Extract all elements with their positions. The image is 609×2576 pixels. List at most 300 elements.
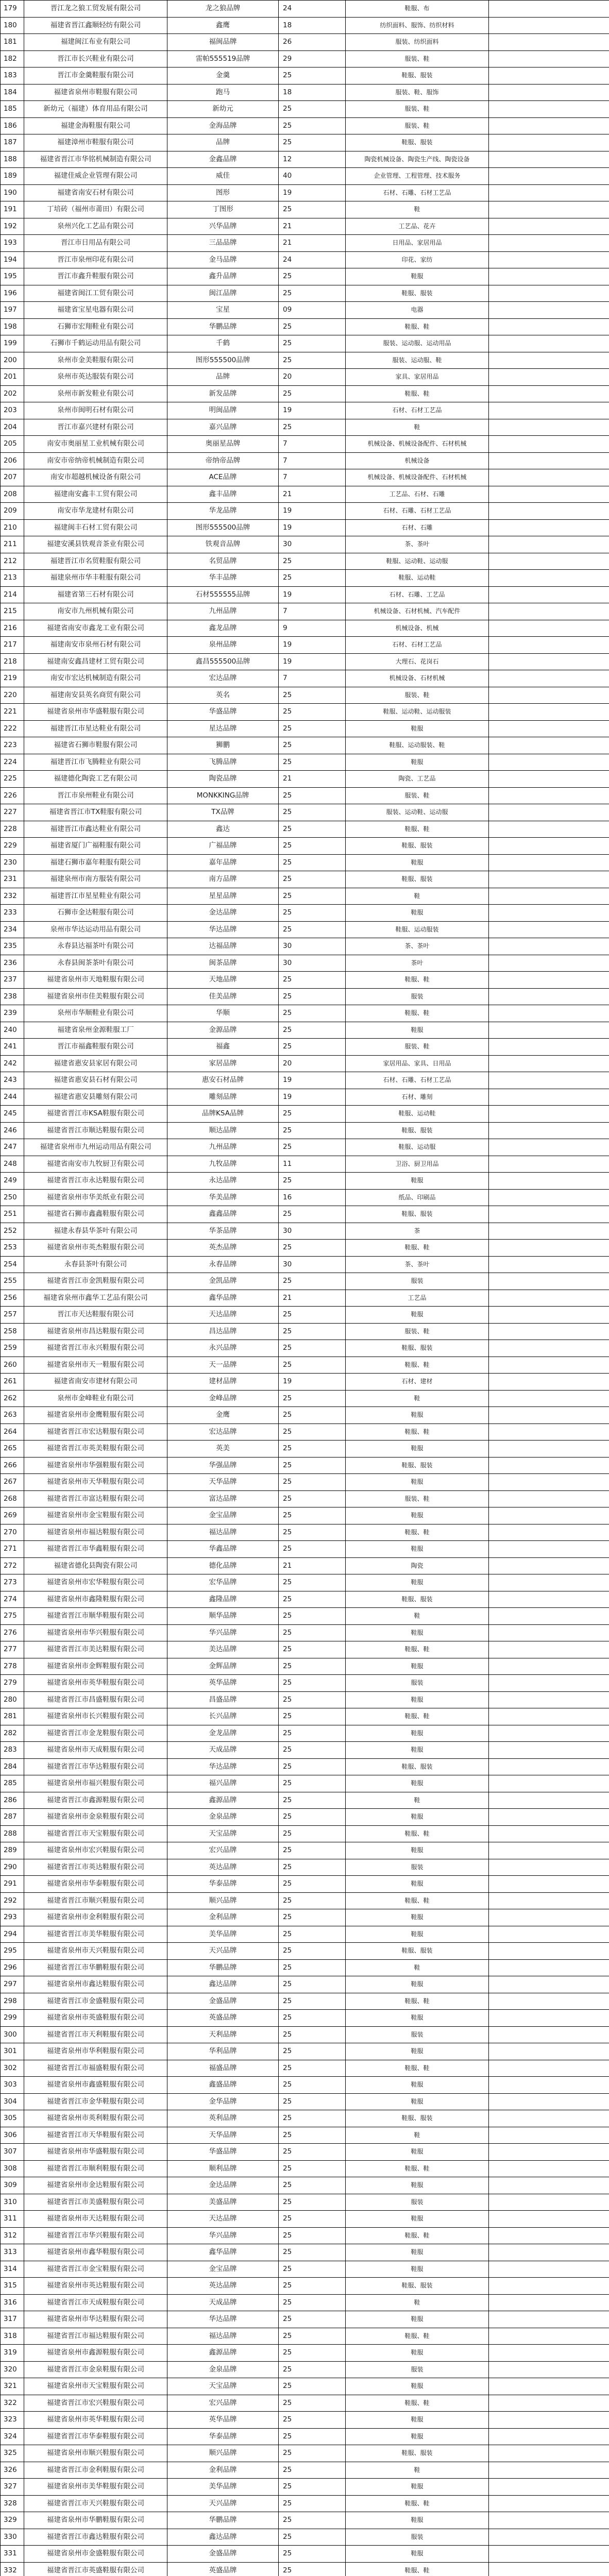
products-cell: 鞋服 xyxy=(346,2428,489,2445)
row-number: 206 xyxy=(1,452,24,469)
row-number: 223 xyxy=(1,737,24,754)
table-row xyxy=(1,2026,609,2043)
row-number: 205 xyxy=(1,436,24,453)
company-name-cell: 福建省泉州市宏兴鞋服有限公司 xyxy=(24,1842,167,1859)
products-cell: 石材、石雕、石材工艺品 xyxy=(346,1072,489,1089)
products-cell: 鞋服 xyxy=(346,720,489,737)
row-number: 306 xyxy=(1,2127,24,2144)
table-row xyxy=(1,1993,609,2010)
products-cell: 石材、石材工艺品 xyxy=(346,637,489,654)
row-number: 208 xyxy=(1,486,24,503)
class-number-cell: 25 xyxy=(279,2529,346,2546)
products-cell: 服装 xyxy=(346,1273,489,1290)
row-number: 268 xyxy=(1,1490,24,1507)
row-number: 220 xyxy=(1,687,24,704)
row-number: 319 xyxy=(1,2345,24,2362)
company-name-cell: 福建省晋江市金泉鞋服有限公司 xyxy=(24,2361,167,2378)
empty-cell xyxy=(489,1541,609,1558)
row-number: 304 xyxy=(1,2093,24,2110)
brand-name-cell: 金盛品牌 xyxy=(167,2546,279,2563)
table-row xyxy=(1,151,609,168)
empty-cell xyxy=(489,2060,609,2077)
company-name-cell: 福建省泉州市鞋服有限公司 xyxy=(24,84,167,101)
row-number: 224 xyxy=(1,754,24,771)
company-name-cell: 泉州市金美鞋服有限公司 xyxy=(24,352,167,369)
class-number-cell: 25 xyxy=(279,1307,346,1324)
brand-name-cell: 石材555555品牌 xyxy=(167,586,279,603)
products-cell: 鞋服、运动鞋、运动服装 xyxy=(346,704,489,721)
row-number: 329 xyxy=(1,2512,24,2529)
products-cell: 鞋服 xyxy=(346,1658,489,1675)
row-number: 244 xyxy=(1,1089,24,1106)
products-cell: 鞋服、布 xyxy=(346,1,489,18)
table-row xyxy=(1,2077,609,2094)
company-name-cell: 晋江市长兴鞋业有限公司 xyxy=(24,50,167,67)
table-row xyxy=(1,2127,609,2144)
brand-name-cell: 泉州品牌 xyxy=(167,637,279,654)
class-number-cell: 25 xyxy=(279,2361,346,2378)
table-row xyxy=(1,787,609,804)
row-number: 256 xyxy=(1,1290,24,1307)
company-name-cell: 晋江市嘉兴建材有限公司 xyxy=(24,419,167,436)
table-row xyxy=(1,2562,609,2576)
products-cell: 鞋服 xyxy=(346,1976,489,1993)
row-number: 263 xyxy=(1,1407,24,1424)
row-number: 314 xyxy=(1,2261,24,2278)
table-row xyxy=(1,737,609,754)
row-number: 201 xyxy=(1,369,24,386)
brand-name-cell: 天成品牌 xyxy=(167,2294,279,2311)
company-name-cell: 福建省晋江市华达鞋服有限公司 xyxy=(24,1758,167,1775)
table-row xyxy=(1,1574,609,1591)
empty-cell xyxy=(489,1624,609,1641)
brand-name-cell: 金盛品牌 xyxy=(167,1993,279,2010)
empty-cell xyxy=(489,2227,609,2244)
company-name-cell: 福建闽丰石材工贸有限公司 xyxy=(24,519,167,536)
table-row xyxy=(1,168,609,185)
class-number-cell: 7 xyxy=(279,603,346,620)
table-row xyxy=(1,1139,609,1156)
empty-cell xyxy=(489,653,609,670)
empty-cell xyxy=(489,1423,609,1440)
empty-cell xyxy=(489,486,609,503)
empty-cell xyxy=(489,1524,609,1541)
row-number: 207 xyxy=(1,469,24,486)
table-row xyxy=(1,235,609,252)
row-number: 325 xyxy=(1,2445,24,2462)
row-number: 262 xyxy=(1,1390,24,1407)
company-name-cell: 福建漳州市鞋服有限公司 xyxy=(24,134,167,151)
empty-cell xyxy=(489,771,609,788)
empty-cell xyxy=(489,972,609,989)
empty-cell xyxy=(489,2043,609,2060)
empty-cell xyxy=(489,536,609,553)
products-cell: 机械设备 xyxy=(346,452,489,469)
brand-name-cell: 顺利品牌 xyxy=(167,2160,279,2177)
brand-name-cell: 星星品牌 xyxy=(167,888,279,905)
brand-name-cell: 丁图形 xyxy=(167,201,279,218)
brand-name-cell: 金达品牌 xyxy=(167,905,279,922)
company-name-cell: 福建省泉州市鑫源鞋服有限公司 xyxy=(24,2345,167,2362)
table-row xyxy=(1,871,609,888)
row-number: 283 xyxy=(1,1742,24,1759)
brand-name-cell: 金鹰 xyxy=(167,1407,279,1424)
class-number-cell: 25 xyxy=(279,921,346,938)
table-row xyxy=(1,1173,609,1190)
empty-cell xyxy=(489,268,609,285)
class-number-cell: 25 xyxy=(279,134,346,151)
company-name-cell: 福建南安县英名商贸有限公司 xyxy=(24,687,167,704)
products-cell: 鞋服 xyxy=(346,1775,489,1792)
products-cell: 工艺品、石材、石雕 xyxy=(346,486,489,503)
brand-name-cell: 鑫达品牌 xyxy=(167,1976,279,1993)
table-row xyxy=(1,586,609,603)
empty-cell xyxy=(489,2328,609,2345)
class-number-cell: 25 xyxy=(279,1490,346,1507)
class-number-cell: 19 xyxy=(279,1072,346,1089)
class-number-cell: 21 xyxy=(279,1290,346,1307)
row-number: 191 xyxy=(1,201,24,218)
row-number: 187 xyxy=(1,134,24,151)
table-row xyxy=(1,687,609,704)
row-number: 297 xyxy=(1,1976,24,1993)
table-row xyxy=(1,2328,609,2345)
brand-name-cell: 华强品牌 xyxy=(167,1457,279,1474)
row-number: 311 xyxy=(1,2211,24,2228)
row-number: 214 xyxy=(1,586,24,603)
brand-name-cell: 金峰品牌 xyxy=(167,1390,279,1407)
company-name-cell: 福建省晋江市顺达鞋服有限公司 xyxy=(24,1122,167,1139)
row-number: 182 xyxy=(1,50,24,67)
brand-name-cell: 宏达品牌 xyxy=(167,670,279,687)
row-number: 287 xyxy=(1,1809,24,1826)
class-number-cell: 25 xyxy=(279,1809,346,1826)
row-number: 186 xyxy=(1,117,24,134)
row-number: 227 xyxy=(1,804,24,821)
brand-name-cell: 天达品牌 xyxy=(167,1307,279,1324)
empty-cell xyxy=(489,2562,609,2576)
company-name-cell: 泉州市闽明石材有限公司 xyxy=(24,402,167,419)
class-number-cell: 25 xyxy=(279,2110,346,2127)
brand-name-cell: 九州品牌 xyxy=(167,603,279,620)
products-cell: 石材、石雕 xyxy=(346,519,489,536)
class-number-cell: 25 xyxy=(279,1574,346,1591)
brand-name-cell: 嘉兴品牌 xyxy=(167,419,279,436)
row-number: 210 xyxy=(1,519,24,536)
brand-name-cell: 鑫鹰 xyxy=(167,17,279,34)
empty-cell xyxy=(489,2412,609,2429)
empty-cell xyxy=(489,1842,609,1859)
class-number-cell: 25 xyxy=(279,1106,346,1123)
company-name-cell: 福建省泉州市金鹰鞋服有限公司 xyxy=(24,1407,167,1424)
row-number: 253 xyxy=(1,1240,24,1257)
row-number: 221 xyxy=(1,704,24,721)
company-name-cell: 福建省泉州市英华鞋服有限公司 xyxy=(24,1675,167,1692)
empty-cell xyxy=(489,670,609,687)
products-cell: 服装、鞋 xyxy=(346,101,489,118)
table-row xyxy=(1,2110,609,2127)
row-number: 321 xyxy=(1,2378,24,2395)
products-cell: 石材、石雕、工艺品 xyxy=(346,586,489,603)
products-cell: 鞋服、鞋 xyxy=(346,2395,489,2412)
class-number-cell: 19 xyxy=(279,1374,346,1391)
empty-cell xyxy=(489,804,609,821)
brand-name-cell: 天华品牌 xyxy=(167,1474,279,1491)
class-number-cell: 30 xyxy=(279,1223,346,1240)
company-name-cell: 福建泉州市华丰鞋服有限公司 xyxy=(24,570,167,587)
row-number: 230 xyxy=(1,854,24,871)
products-cell: 鞋服 xyxy=(346,2261,489,2278)
brand-name-cell: 顺华品牌 xyxy=(167,1608,279,1625)
company-name-cell: 福建省泉州市金达鞋服有限公司 xyxy=(24,2177,167,2194)
class-number-cell: 25 xyxy=(279,1758,346,1775)
company-name-cell: 石狮市千鹤运动用品有限公司 xyxy=(24,335,167,352)
table-row xyxy=(1,2361,609,2378)
products-cell: 鞋服 xyxy=(346,2311,489,2328)
empty-cell xyxy=(489,1407,609,1424)
empty-cell xyxy=(489,2345,609,2362)
table-row xyxy=(1,1072,609,1089)
table-row xyxy=(1,1775,609,1792)
company-name-cell: 福建省泉州金源鞋服工厂 xyxy=(24,1022,167,1039)
empty-cell xyxy=(489,452,609,469)
products-cell: 鞋服 xyxy=(346,1624,489,1641)
table-row xyxy=(1,854,609,871)
row-number: 320 xyxy=(1,2361,24,2378)
products-cell: 陶瓷 xyxy=(346,1557,489,1574)
class-number-cell: 25 xyxy=(279,352,346,369)
products-cell: 鞋服、服装 xyxy=(346,1457,489,1474)
company-name-cell: 南安市华龙建材有限公司 xyxy=(24,503,167,520)
company-name-cell: 福建省泉州市鑫华鞋服有限公司 xyxy=(24,2244,167,2261)
row-number: 292 xyxy=(1,1892,24,1909)
products-cell: 卫浴、厨卫用品 xyxy=(346,1156,489,1173)
brand-name-cell: 鑫盛品牌 xyxy=(167,2077,279,2094)
products-cell: 茶叶 xyxy=(346,955,489,972)
row-number: 265 xyxy=(1,1440,24,1458)
company-name-cell: 福建省晋江市顺兴鞋服有限公司 xyxy=(24,1892,167,1909)
row-number: 286 xyxy=(1,1792,24,1809)
table-row xyxy=(1,1039,609,1056)
brand-name-cell: 金泉品牌 xyxy=(167,1809,279,1826)
products-cell: 鞋服 xyxy=(346,2512,489,2529)
empty-cell xyxy=(489,2495,609,2512)
brand-name-cell: 鑫鑫品牌 xyxy=(167,1206,279,1223)
empty-cell xyxy=(489,1122,609,1139)
row-number: 278 xyxy=(1,1658,24,1675)
empty-cell xyxy=(489,2177,609,2194)
empty-cell xyxy=(489,201,609,218)
brand-name-cell: 华达品牌 xyxy=(167,921,279,938)
class-number-cell: 21 xyxy=(279,235,346,252)
brand-name-cell: 陶瓷品牌 xyxy=(167,771,279,788)
table-row xyxy=(1,469,609,486)
class-number-cell: 25 xyxy=(279,1457,346,1474)
table-row xyxy=(1,1357,609,1374)
company-name-cell: 福建省泉州市天成鞋服有限公司 xyxy=(24,1742,167,1759)
company-name-cell: 福建省南安市九牧厨卫有限公司 xyxy=(24,1156,167,1173)
company-name-cell: 福建省晋江市英美鞋服有限公司 xyxy=(24,1440,167,1458)
class-number-cell: 25 xyxy=(279,268,346,285)
empty-cell xyxy=(489,1758,609,1775)
brand-name-cell: 华鹏品牌 xyxy=(167,318,279,335)
row-number: 242 xyxy=(1,1055,24,1072)
company-name-cell: 福建省惠安县雕刻有限公司 xyxy=(24,1089,167,1106)
brand-name-cell: 永达品牌 xyxy=(167,1173,279,1190)
company-name-cell: 南安市奥丽星工业机械有限公司 xyxy=(24,436,167,453)
brand-name-cell: 九牧品牌 xyxy=(167,1156,279,1173)
row-number: 247 xyxy=(1,1139,24,1156)
empty-cell xyxy=(489,1675,609,1692)
company-name-cell: 福建省晋江市鑫达鞋服有限公司 xyxy=(24,2529,167,2546)
products-cell: 鞋服、服装 xyxy=(346,2110,489,2127)
brand-name-cell: 图形555500品牌 xyxy=(167,519,279,536)
company-name-cell: 福建金海鞋服有限公司 xyxy=(24,117,167,134)
row-number: 225 xyxy=(1,771,24,788)
brand-name-cell: 英美 xyxy=(167,1440,279,1458)
empty-cell xyxy=(489,570,609,587)
table-row xyxy=(1,603,609,620)
table-row xyxy=(1,1876,609,1893)
brand-name-cell: 英盛品牌 xyxy=(167,2010,279,2027)
empty-cell xyxy=(489,854,609,871)
row-number: 245 xyxy=(1,1106,24,1123)
brand-name-cell: 英盛品牌 xyxy=(167,2562,279,2576)
company-name-cell: 福建省泉州市华兴鞋服有限公司 xyxy=(24,1624,167,1641)
brand-name-cell: 华美品牌 xyxy=(167,1189,279,1206)
row-number: 277 xyxy=(1,1641,24,1658)
table-row xyxy=(1,1005,609,1022)
row-number: 307 xyxy=(1,2144,24,2161)
empty-cell xyxy=(489,2462,609,2479)
brand-name-cell: 华兴品牌 xyxy=(167,2227,279,2244)
products-cell: 服装、鞋 xyxy=(346,117,489,134)
class-number-cell: 25 xyxy=(279,1926,346,1943)
class-number-cell: 25 xyxy=(279,385,346,402)
products-cell: 服装、纺织面料 xyxy=(346,34,489,51)
class-number-cell: 25 xyxy=(279,988,346,1005)
table-row xyxy=(1,553,609,570)
class-number-cell: 25 xyxy=(279,1792,346,1809)
empty-cell xyxy=(489,318,609,335)
empty-cell xyxy=(489,2077,609,2094)
company-name-cell: 泉州市英达服装有限公司 xyxy=(24,369,167,386)
brand-name-cell: 鑫昌555500品牌 xyxy=(167,653,279,670)
brand-name-cell: 福达品牌 xyxy=(167,1524,279,1541)
empty-cell xyxy=(489,1708,609,1725)
company-name-cell: 福建省晋江市金盛鞋服有限公司 xyxy=(24,1993,167,2010)
brand-name-cell: 广福品牌 xyxy=(167,838,279,855)
company-name-cell: 泉州市新发鞋业有限公司 xyxy=(24,385,167,402)
class-number-cell: 25 xyxy=(279,1658,346,1675)
table-row xyxy=(1,318,609,335)
row-number: 202 xyxy=(1,385,24,402)
company-name-cell: 福建省晋江市金凯鞋服有限公司 xyxy=(24,1273,167,1290)
row-number: 310 xyxy=(1,2194,24,2211)
brand-name-cell: 金海品牌 xyxy=(167,117,279,134)
company-name-cell: 福建省晋江市福盛鞋服有限公司 xyxy=(24,2060,167,2077)
brand-name-cell: 金辉品牌 xyxy=(167,1658,279,1675)
row-number: 281 xyxy=(1,1708,24,1725)
company-name-cell: 泉州市金峰鞋业有限公司 xyxy=(24,1390,167,1407)
products-cell: 鞋 xyxy=(346,201,489,218)
table-row xyxy=(1,704,609,721)
row-number: 252 xyxy=(1,1223,24,1240)
class-number-cell: 25 xyxy=(279,1959,346,1976)
brand-name-cell: 宏兴品牌 xyxy=(167,2395,279,2412)
empty-cell xyxy=(489,2529,609,2546)
brand-name-cell: 英华品牌 xyxy=(167,2412,279,2429)
brand-name-cell: 达福品牌 xyxy=(167,938,279,955)
company-name-cell: 福建省晋江市宏兴鞋服有限公司 xyxy=(24,2395,167,2412)
class-number-cell: 25 xyxy=(279,2512,346,2529)
company-name-cell: 福建省泉州市华泰鞋服有限公司 xyxy=(24,1876,167,1893)
row-number: 293 xyxy=(1,1909,24,1926)
empty-cell xyxy=(489,2194,609,2211)
empty-cell xyxy=(489,1223,609,1240)
company-name-cell: 泉州市华顺鞋业有限公司 xyxy=(24,1005,167,1022)
class-number-cell: 25 xyxy=(279,2144,346,2161)
products-cell: 茶、茶叶 xyxy=(346,1256,489,1273)
row-number: 251 xyxy=(1,1206,24,1223)
products-cell: 鞋服 xyxy=(346,905,489,922)
class-number-cell: 25 xyxy=(279,419,346,436)
company-name-cell: 福建省泉州市天一鞋服有限公司 xyxy=(24,1357,167,1374)
brand-name-cell: 华鹏品牌 xyxy=(167,1959,279,1976)
empty-cell xyxy=(489,2261,609,2278)
empty-cell xyxy=(489,1072,609,1089)
company-name-cell: 福建省泉州市华利鞋服有限公司 xyxy=(24,2043,167,2060)
class-number-cell: 25 xyxy=(279,1474,346,1491)
row-number: 190 xyxy=(1,184,24,201)
empty-cell xyxy=(489,1691,609,1708)
products-cell: 鞋服、运动鞋、运动服 xyxy=(346,553,489,570)
empty-cell xyxy=(489,34,609,51)
products-cell: 茶、茶叶 xyxy=(346,536,489,553)
row-number: 257 xyxy=(1,1307,24,1324)
empty-cell xyxy=(489,754,609,771)
class-number-cell: 25 xyxy=(279,1691,346,1708)
row-number: 189 xyxy=(1,168,24,185)
brand-name-cell: 图形555500品牌 xyxy=(167,352,279,369)
row-number: 282 xyxy=(1,1725,24,1742)
row-number: 241 xyxy=(1,1039,24,1056)
products-cell: 鞋服 xyxy=(346,2479,489,2496)
class-number-cell: 25 xyxy=(279,2060,346,2077)
company-name-cell: 晋江龙之狼工贸发展有限公司 xyxy=(24,1,167,18)
empty-cell xyxy=(489,2278,609,2295)
products-cell: 鞋服、鞋 xyxy=(346,318,489,335)
table-row xyxy=(1,1440,609,1458)
table-row xyxy=(1,1106,609,1123)
class-number-cell: 25 xyxy=(279,1039,346,1056)
company-name-cell: 福建省泉州市华鹏鞋服有限公司 xyxy=(24,2512,167,2529)
brand-name-cell: 鑫丰品牌 xyxy=(167,486,279,503)
empty-cell xyxy=(489,2311,609,2328)
table-row xyxy=(1,754,609,771)
table-row xyxy=(1,34,609,51)
table-row xyxy=(1,1742,609,1759)
company-name-cell: 丁培砖（福州市莆田）有限公司 xyxy=(24,201,167,218)
empty-cell xyxy=(489,1926,609,1943)
class-number-cell: 25 xyxy=(279,2395,346,2412)
row-number: 328 xyxy=(1,2495,24,2512)
table-row xyxy=(1,2546,609,2563)
empty-cell xyxy=(489,2110,609,2127)
table-row xyxy=(1,2227,609,2244)
empty-cell xyxy=(489,1173,609,1190)
company-name-cell: 福建省南安石材有限公司 xyxy=(24,184,167,201)
